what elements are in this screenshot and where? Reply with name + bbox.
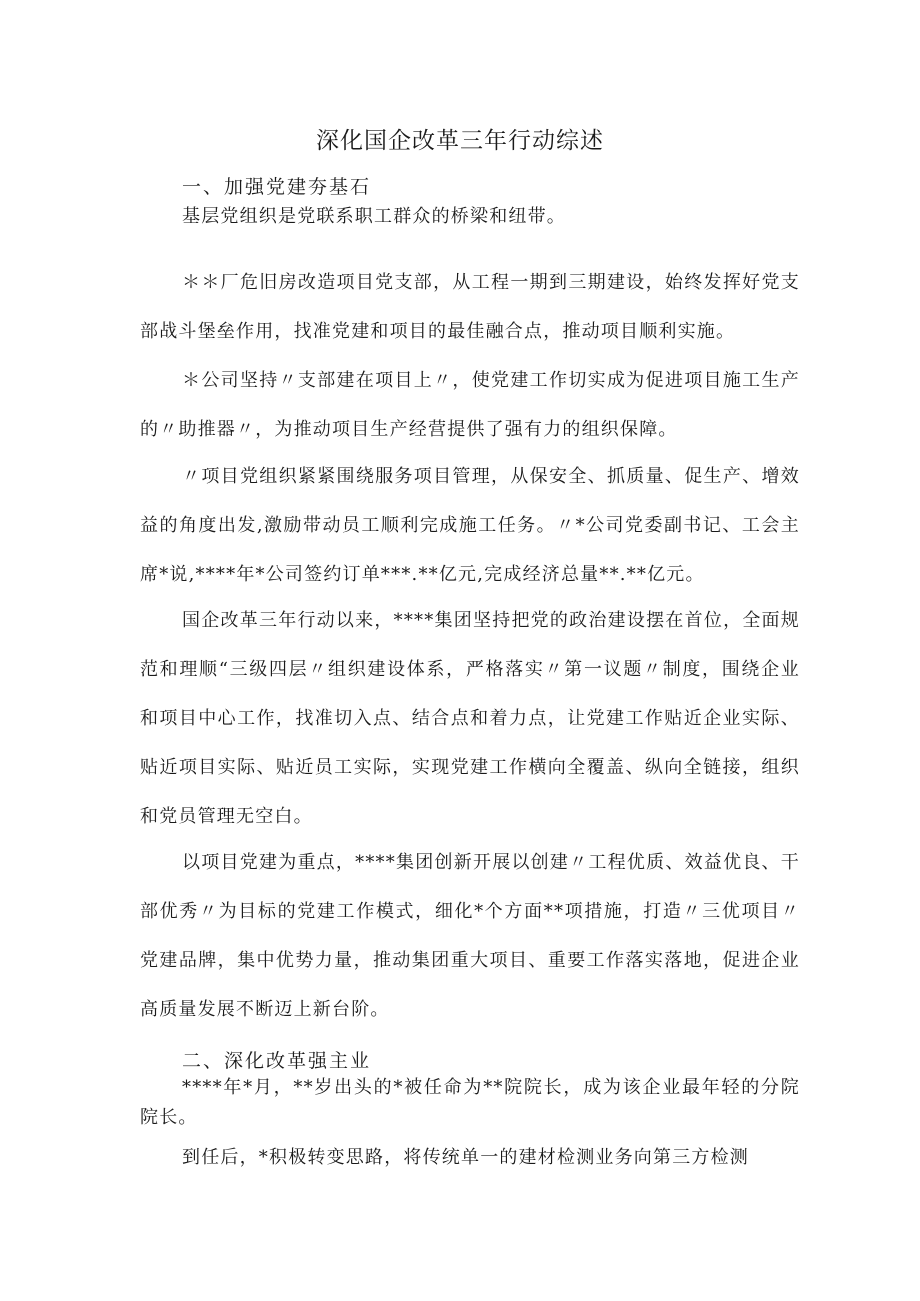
- paragraph: ＊公司坚持〃支部建在项目上〃，使党建工作切实成为促进项目施工生产的〃助推器〃，为推动项目生产经营提供了强有力的组织保障。: [140, 370, 800, 440]
- paragraph: 基层党组织是党联系职工群众的桥梁和纽带。: [182, 206, 566, 227]
- paragraph: 国企改革三年行动以来，****集团坚持把党的政治建设摆在首位，全面规范和理顺“三级四层〃组织建设体系，严格落实〃第一议题〃制度，围绕企业和项目中心工作，找准切入点、结合点和着力点，让党建工作贴近企业实际、贴近项目实际、贴近员工实际，实现党建工作横向全覆盖、纵向全链接，组织和党员管理无空白。: [140, 610, 800, 827]
- paragraph: 到任后，*积极转变思路，将传统单一的建材检测业务向第三方检测: [182, 1147, 749, 1168]
- paragraph: 〃项目党组织紧紧围绕服务项目管理，从保安全、抓质量、促生产、增效益的角度出发,激励带动员工顺利完成施工任务。〃*公司党委副书记、工会主席*说,****年*公司签约订单***.**亿元,完成经济总量**.**亿元。: [140, 466, 800, 585]
- document-title: 深化国企改革三年行动综述: [316, 128, 604, 154]
- paragraph: ****年*月，**岁出头的*被任命为**院院长，成为该企业最年轻的分院院长。: [140, 1077, 800, 1128]
- paragraph: 以项目党建为重点，****集团创新开展以创建〃工程优质、效益优良、干部优秀〃为目标的党建工作模式，细化*个方面**项措施，打造〃三优项目〃党建品牌，集中优势力量，推动集团重大项目、重要工作落实落地，促进企业高质量发展不断迈上新台阶。: [140, 852, 800, 1020]
- section-heading-2: 二、深化改革强主业: [182, 1050, 372, 1072]
- section-heading-1: 一、加强党建夯基石: [182, 176, 372, 198]
- paragraph: ＊＊厂危旧房改造项目党支部，从工程一期到三期建设，始终发挥好党支部战斗堡垒作用，找准党建和项目的最佳融合点，推动项目顺利实施。: [140, 272, 800, 342]
